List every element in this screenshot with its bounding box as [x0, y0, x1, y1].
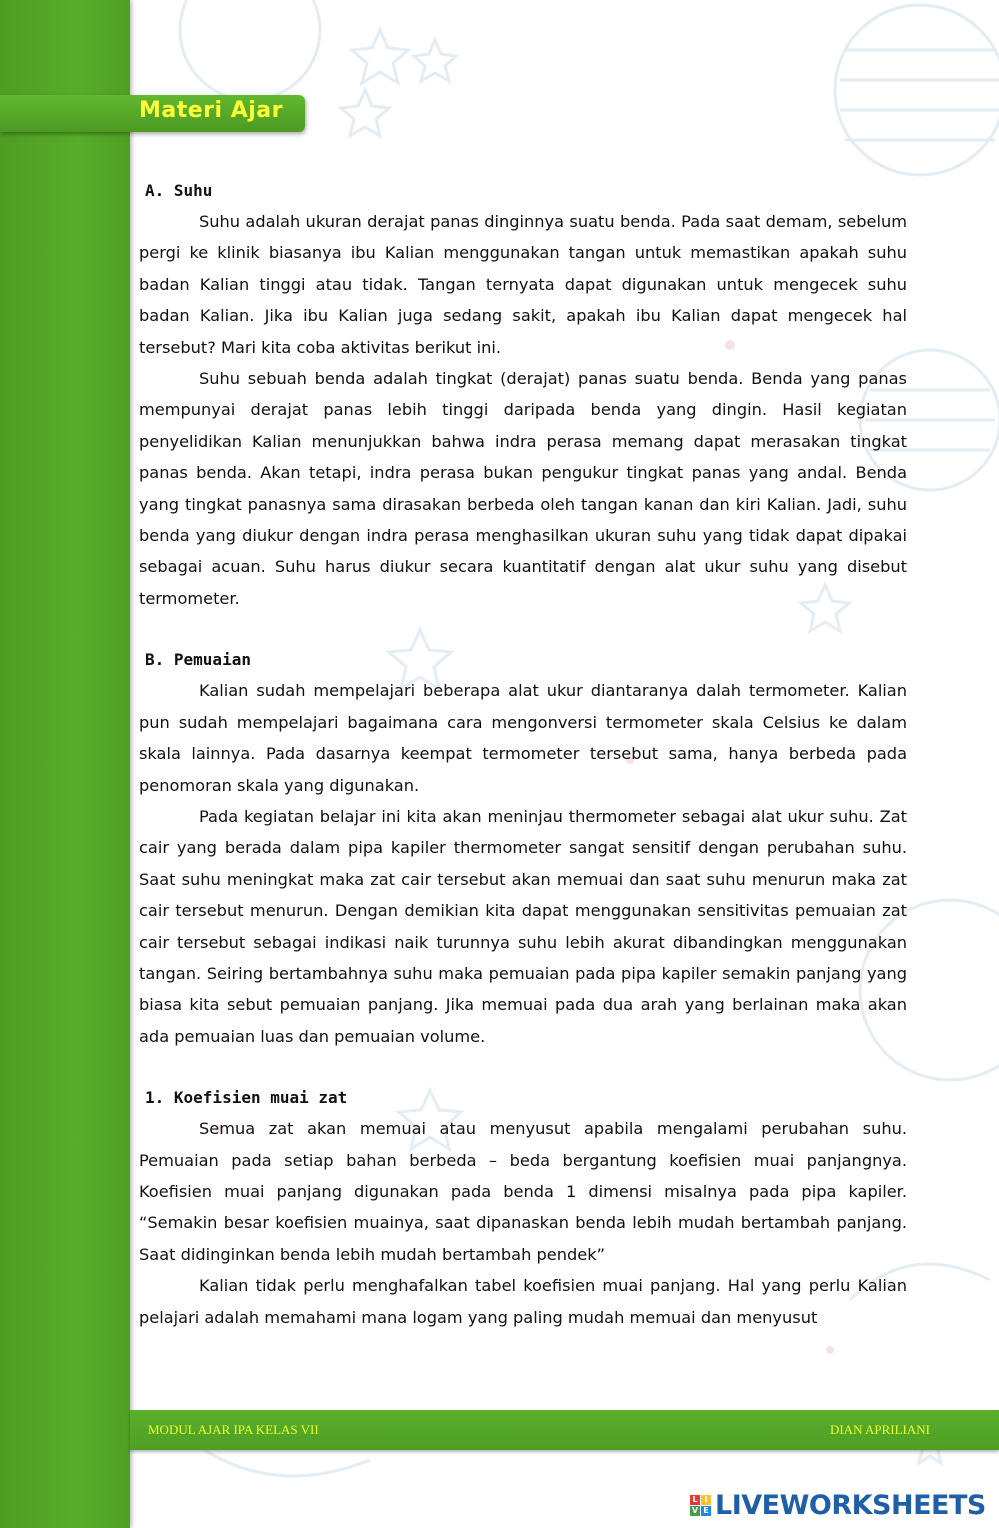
liveworksheets-logo-icon: L I V E [690, 1495, 711, 1516]
section-heading-koefisien: 1. Koefisien muai zat [145, 1088, 348, 1108]
footer-author: DIAN APRILIANI [829, 1422, 930, 1437]
paragraph: Suhu adalah ukuran derajat panas dinginnya suatu benda. Pada saat demam, sebelum pergi ke klinik biasanya ibu Kalian menggunakan tangan untuk memastikan apakah suhu badan Kalian tinggi atau tidak. Tangan ternyata dapat digunakan untuk mengecek suhu badan Kalian. Jika ibu Kalian juga sedang sakit, apakah ibu Kalian dapat mengecek hal tersebut? Mari kita coba aktivitas berikut ini. [139, 212, 907, 357]
paragraph: Semua zat akan memuai atau menyusut apabila mengalami perubahan suhu. Pemuaian pada setiap bahan berbeda – beda bergantung koefisien muai panjangnya. Koefisien muai panjang digunakan pada benda 1 dimensi misalnya pada pipa kapiler. “Semakin besar koefisien muainya, saat dipanaskan benda lebih mudah bertambah panjang. Saat didinginkan benda lebih mudah bertambah pendek” [139, 1119, 907, 1264]
liveworksheets-text: LIVEWORKSHEETS [715, 1489, 986, 1521]
paragraph: Kalian tidak perlu menghafalkan tabel koefisien muai panjang. Hal yang perlu Kalian pelajari adalah memahami mana logam yang paling mudah memuai dan menyusut [139, 1276, 907, 1327]
main-content [139, 175, 907, 1333]
paragraph: Kalian sudah mempelajari beberapa alat ukur diantaranya dalah termometer. Kalian pun sudah mempelajari bagaimana cara mengonversi termometer skala Celsius ke dalam skala lainnya. Pada dasarnya keempat termometer tersebut sama, hanya berbeda pada penomoran skala yang digunakan. [139, 681, 907, 795]
page-title: Materi Ajar [139, 98, 283, 123]
spacer [139, 614, 907, 644]
paragraph: Suhu sebuah benda adalah tingkat (derajat) panas suatu benda. Benda yang panas mempunyai derajat panas lebih tinggi daripada benda yang dingin. Hasil kegiatan penyelidikan Kalian menunjukkan bahwa indra perasa memang dapat merasakan tingkat panas benda. Akan tetapi, indra perasa bukan pengukur tingkat panas yang andal. Benda yang tingkat panasnya sama dirasakan berbeda oleh tangan kanan dan kiri Kalian. Jadi, suhu benda yang diukur dengan indra perasa menghasilkan ukuran suhu yang tidak dapat dipakai sebagai acuan. Suhu harus diukur secara kuantitatif dengan alat ukur suhu yang disebut termometer. [139, 369, 907, 608]
spacer [139, 1052, 907, 1082]
liveworksheets-watermark [690, 1488, 986, 1522]
section-heading-suhu: A. Suhu [145, 181, 213, 200]
green-sidebar [0, 0, 130, 1528]
section-heading-pemuaian: B. Pemuaian [145, 650, 251, 670]
paragraph: Pada kegiatan belajar ini kita akan meninjau thermometer sebagai alat ukur suhu. Zat cair yang berada dalam pipa kapiler thermometer sangat sensitif dengan perubahan suhu. Saat suhu meningkat maka zat cair tersebut akan memuai dan saat suhu menurun maka zat cair tersebut menurun. Dengan demikian kita dapat menggunakan sensitivitas pemuaian zat cair tersebut sebagai indikasi naik turunnya suhu lebih akurat dibandingkan menggunakan tangan. Seiring bertambahnya suhu maka pemuaian pada pipa kapiler semakin panjang yang biasa kita sebut pemuaian panjang. Jika memuai pada dua arah yang berlainan maka akan ada pemuaian luas dan pemuaian volume. [139, 806, 907, 1046]
footer-module-title: MODUL AJAR IPA KELAS VII [148, 1422, 319, 1437]
